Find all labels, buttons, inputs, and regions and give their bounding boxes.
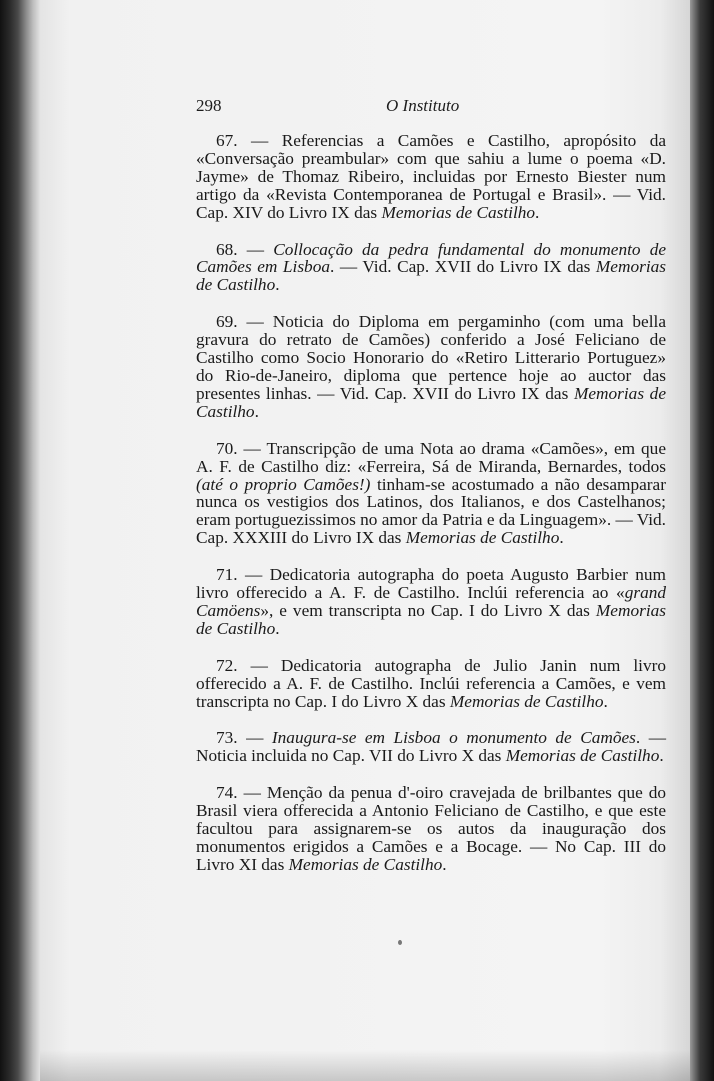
page-body (196, 132, 666, 893)
entry-dash: — (237, 239, 274, 259)
entry-number: 74. (216, 783, 238, 803)
entry-italic: Collocação da pedra fundamental do monumento de Camões em Lisboa (196, 239, 667, 277)
entry-text: . (559, 528, 564, 548)
page-header (196, 96, 666, 120)
entry-text: . (659, 746, 664, 766)
entry-text: . (254, 401, 259, 421)
entry-67 (196, 132, 666, 222)
entry-text: Referencias a Camões e Castilho, apropósito da «Conversação preambular» com que sahiu a lume o poema «D. Jayme» de Thomaz Ribeiro, incluidas por Ernesto Biester num artigo da «Revista Contemporanea de Portugal e Brasil». — Vid. Cap. XIV do Livro IX das (196, 131, 667, 222)
page-edge-shadow (690, 0, 714, 1081)
entry-text: Dedicatoria autographa de Julio Janin num livro offerecido a A. F. de Castilho. Inclúi referencia a Camões, e vem transcripta no Cap. I do Livro X das (196, 655, 666, 711)
entry-dash: — (237, 131, 282, 150)
entry-73 (196, 729, 666, 765)
entry-italic: Memorias de Castilho (288, 854, 443, 874)
entry-text: Menção da penua d'-oiro cravejada de brilbantes que do Brasil viera offerecida a Antonio Feliciano de Castilho, e que este facultou para assignarem-se os autos da inauguração dos monumentos erigidos a Camões e a Bocage. — No Cap. III do Livro XI das (196, 783, 666, 874)
entry-number: 69. (216, 312, 238, 332)
entry-number: 71. (216, 565, 238, 585)
entry-italic: (até o proprio Camões!) (196, 474, 371, 494)
entry-text: . (603, 691, 608, 711)
entry-text: Noticia do Diploma em pergaminho (com uma bella gravura do retrato de Camões) conferido a José Feliciano de Castilho como Socio Honorario do «Retiro Litterario Portuguez» do Rio-de-Janeiro, diploma que pertence hoje ao auctor das presentes linhas. — Vid. Cap. XVII do Livro IX das (196, 312, 666, 403)
page-number: 298 (196, 96, 222, 115)
entry-dash: — (237, 312, 273, 332)
entry-number: 67. (216, 131, 238, 150)
entry-number: 73. (216, 728, 238, 748)
entry-italic: Memorias de Castilho (505, 746, 660, 766)
entry-text: . — Vid. Cap. XVII do Livro IX das (329, 257, 596, 277)
entry-text: . (535, 202, 540, 222)
entry-text: Dedicatoria autographa do poeta Augusto Barbier num livro offerecido a A. F. de Castilho. Inclúi referencia ao « (196, 565, 666, 603)
entry-text: . (275, 275, 280, 295)
entry-text: . (275, 618, 280, 638)
entry-italic: Memorias de Castilho (381, 202, 536, 222)
entry-number: 72. (216, 655, 238, 675)
entry-italic: grand Camöens (196, 583, 666, 620)
entry-number: 70. (216, 438, 238, 458)
entry-italic: Memorias de Castilho (196, 383, 666, 421)
entry-text: . — Noticia incluida no Cap. VII do Livro X das (196, 728, 667, 766)
entry-70 (196, 440, 666, 547)
running-title: O Instituto (386, 96, 460, 115)
entry-72 (196, 657, 666, 711)
entry-text: tinham-se acostumado a não desamparar nunca os vestigios dos Latinos, dos Italianos, e dos Castelhanos; eram portuguezissimos no amor da Patria e da Linguagem». — Vid. Cap. XXXIII do Livro IX das (196, 474, 666, 548)
entry-text: Transcripção de uma Nota ao drama «Camões», em que A. F. de Castilho diz: «Ferreira, Sá de Miranda, Bernardes, todos (196, 438, 666, 476)
entry-italic: Memorias de Castilho (196, 600, 666, 638)
entry-dash: — (237, 438, 267, 458)
entry-text: », e vem transcripta no Cap. I do Livro X das (260, 600, 596, 620)
entry-italic: Memorias de Castilho (449, 691, 604, 711)
entry-71 (196, 566, 666, 638)
entry-italic: Memorias de Castilho (196, 257, 666, 295)
entry-dash: — (237, 783, 267, 803)
entry-74 (196, 784, 666, 874)
entry-italic: Memorias de Castilho (405, 528, 560, 548)
entry-number: 68. (216, 239, 238, 259)
ink-speck (398, 940, 402, 945)
entry-68 (196, 241, 666, 295)
entry-text: . (442, 854, 447, 874)
page-bottom-shadow (40, 1050, 690, 1081)
entry-dash: — (237, 565, 270, 585)
book-spine-shadow (0, 0, 40, 1081)
entry-dash: — (237, 728, 272, 748)
entry-dash: — (237, 655, 281, 675)
entry-69 (196, 313, 666, 420)
entry-italic: Inaugura-se em Lisboa o monumento de Camões (271, 728, 636, 748)
